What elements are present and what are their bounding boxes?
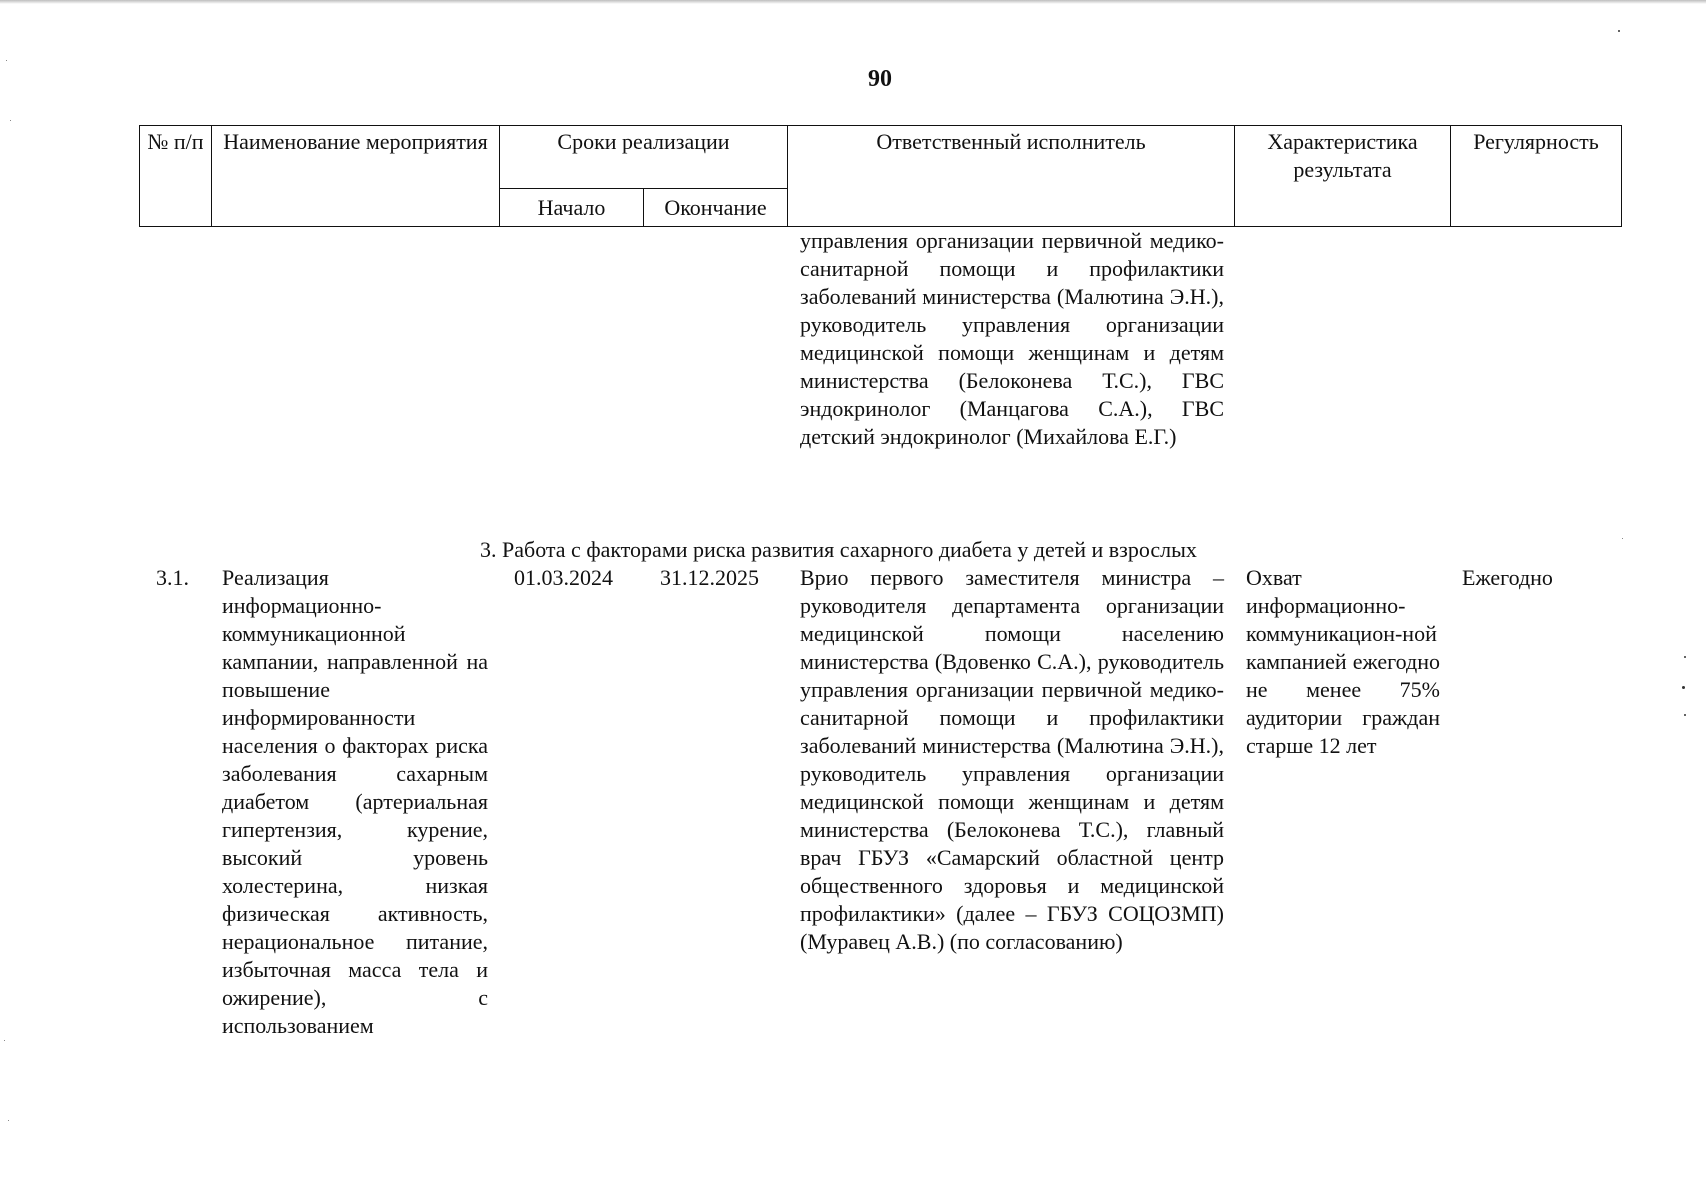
row-end-date: 31.12.2025: [660, 565, 759, 590]
row-responsible: Врио первого заместителя министра – руководителя департамента организации медицинской помощи населению министерства (Вдовенко С.А.), руководитель управления организации первичной медико-санитарной помощи и профилактики заболеваний министерства (Малютина Э.Н.), руководитель управления организации медицинской помощи женщинам и детям министерства (Белоконева Т.С.), главный врач ГБУЗ «Самарский областной центр общественного здоровья и медицинской профилактики» (далее – ГБУЗ СОЦОЗМП) (Муравец А.В.) (по согласованию): [800, 565, 1224, 954]
header-num: № п/п: [140, 126, 212, 227]
header-regularity: Регулярность: [1451, 126, 1622, 227]
row-result: Охват информационно-коммуникацион-ной кампанией ежегодно не менее 75% аудитории граждан старше 12 лет: [1246, 565, 1440, 758]
scan-speck: [4, 1040, 5, 1041]
header-responsible: Ответственный исполнитель: [788, 126, 1235, 227]
scan-speck: [10, 120, 11, 121]
row-name: Реализация информационно-коммуникационной кампании, направленной на повышение информированности населения о факторах риска заболевания сахарным диабетом (артериальная гипертензия, курение, высокий уровень холестерина, низкая физическая активность, нерациональное питание, избыточная масса тела и ожирение), с использованием: [222, 565, 488, 1038]
header-dates: Сроки реализации: [500, 126, 788, 189]
header-name: Наименование мероприятия: [212, 126, 500, 227]
header-end: Окончание: [644, 189, 788, 227]
header-result: Характеристика результата: [1235, 126, 1451, 227]
scan-speck: [8, 1120, 9, 1121]
page-number: 90: [868, 66, 892, 92]
scan-top-edge: [0, 0, 1706, 4]
section-title: 3. Работа с факторами риска развития сахарного диабета у детей и взрослых: [480, 537, 1197, 562]
scan-dot: [1684, 714, 1686, 716]
scan-speck: [1622, 538, 1623, 539]
scan-dot: [1684, 656, 1686, 658]
table-header: [139, 125, 1622, 227]
scan-dot: [1618, 30, 1620, 32]
row-start-date: 01.03.2024: [514, 565, 613, 590]
header-start: Начало: [500, 189, 644, 227]
continuation-responsible: управления организации первичной медико-санитарной помощи и профилактики заболеваний министерства (Малютина Э.Н.), руководитель управления организации медицинской помощи женщинам и детям министерства (Белоконева Т.С.), ГВС эндокринолог (Манцагова С.А.), ГВС детский эндокринолог (Михайлова Е.Г.): [800, 228, 1224, 449]
scan-dot: [1682, 686, 1685, 689]
row-regularity: Ежегодно: [1462, 565, 1553, 590]
row-number: 3.1.: [156, 565, 189, 590]
scan-speck: [6, 60, 7, 61]
